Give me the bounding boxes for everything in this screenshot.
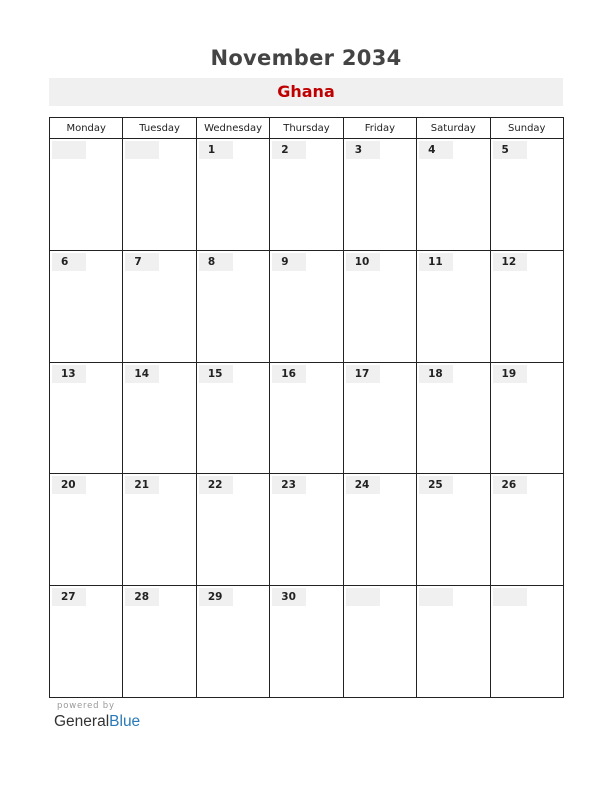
day-cell	[270, 362, 343, 474]
day-number: 27	[52, 588, 86, 606]
day-number: 26	[493, 476, 527, 494]
day-number: 28	[125, 588, 159, 606]
week-row	[50, 250, 564, 362]
powered-by-text: powered by	[57, 701, 115, 711]
day-cell	[270, 250, 343, 362]
day-cell	[123, 139, 196, 251]
day-number: 20	[52, 476, 86, 494]
day-cell	[50, 250, 123, 362]
day-cell	[270, 474, 343, 586]
day-cell	[196, 250, 269, 362]
day-cell	[123, 474, 196, 586]
day-number: 10	[346, 253, 380, 271]
day-number: 3	[346, 141, 380, 159]
week-row	[50, 474, 564, 586]
generalblue-logo[interactable]	[54, 713, 140, 731]
day-cell	[123, 586, 196, 698]
day-cell	[490, 139, 563, 251]
weekday-monday: Monday	[50, 118, 123, 139]
day-cell	[417, 586, 490, 698]
day-number: 5	[493, 141, 527, 159]
day-number: 12	[493, 253, 527, 271]
day-cell	[196, 139, 269, 251]
day-number: 6	[52, 253, 86, 271]
day-number: 15	[199, 365, 233, 383]
day-number: 9	[272, 253, 306, 271]
day-cell	[50, 586, 123, 698]
weekday-saturday: Saturday	[417, 118, 490, 139]
brand-general: General	[54, 713, 110, 730]
day-number: 29	[199, 588, 233, 606]
day-number: 8	[199, 253, 233, 271]
day-cell	[417, 362, 490, 474]
day-cell	[417, 474, 490, 586]
day-cell	[490, 474, 563, 586]
day-cell	[343, 250, 416, 362]
day-cell	[270, 586, 343, 698]
country-banner: Ghana	[49, 78, 563, 106]
day-number	[52, 141, 86, 159]
day-number: 1	[199, 141, 233, 159]
day-cell	[343, 474, 416, 586]
day-cell	[417, 139, 490, 251]
day-cell	[50, 139, 123, 251]
brand-blue: Blue	[109, 713, 141, 730]
day-cell	[123, 362, 196, 474]
day-number: 30	[272, 588, 306, 606]
day-cell	[490, 250, 563, 362]
day-cell	[50, 362, 123, 474]
day-cell	[417, 250, 490, 362]
day-number	[493, 588, 527, 606]
week-row	[50, 139, 564, 251]
day-number: 11	[419, 253, 453, 271]
day-cell	[196, 474, 269, 586]
weekday-friday: Friday	[343, 118, 416, 139]
day-cell	[343, 362, 416, 474]
day-number: 18	[419, 365, 453, 383]
day-cell	[123, 250, 196, 362]
day-number: 2	[272, 141, 306, 159]
day-number	[125, 141, 159, 159]
day-number: 25	[419, 476, 453, 494]
day-number: 13	[52, 365, 86, 383]
day-cell	[270, 139, 343, 251]
day-cell	[196, 362, 269, 474]
day-cell	[490, 362, 563, 474]
day-cell	[343, 139, 416, 251]
day-number: 16	[272, 365, 306, 383]
weekday-sunday: Sunday	[490, 118, 563, 139]
weekday-wednesday: Wednesday	[196, 118, 269, 139]
day-number	[419, 588, 453, 606]
day-cell	[490, 586, 563, 698]
day-number: 7	[125, 253, 159, 271]
month-title: November 2034	[210, 46, 402, 70]
day-number: 19	[493, 365, 527, 383]
day-cell	[196, 586, 269, 698]
weekday-header-row	[50, 118, 564, 139]
day-cell	[50, 474, 123, 586]
day-cell	[343, 586, 416, 698]
day-number: 23	[272, 476, 306, 494]
weekday-thursday: Thursday	[270, 118, 343, 139]
day-number: 14	[125, 365, 159, 383]
calendar-grid	[49, 117, 564, 698]
day-number: 4	[419, 141, 453, 159]
day-number: 22	[199, 476, 233, 494]
day-number: 24	[346, 476, 380, 494]
week-row	[50, 362, 564, 474]
day-number: 17	[346, 365, 380, 383]
week-row	[50, 586, 564, 698]
weekday-tuesday: Tuesday	[123, 118, 196, 139]
day-number	[346, 588, 380, 606]
day-number: 21	[125, 476, 159, 494]
